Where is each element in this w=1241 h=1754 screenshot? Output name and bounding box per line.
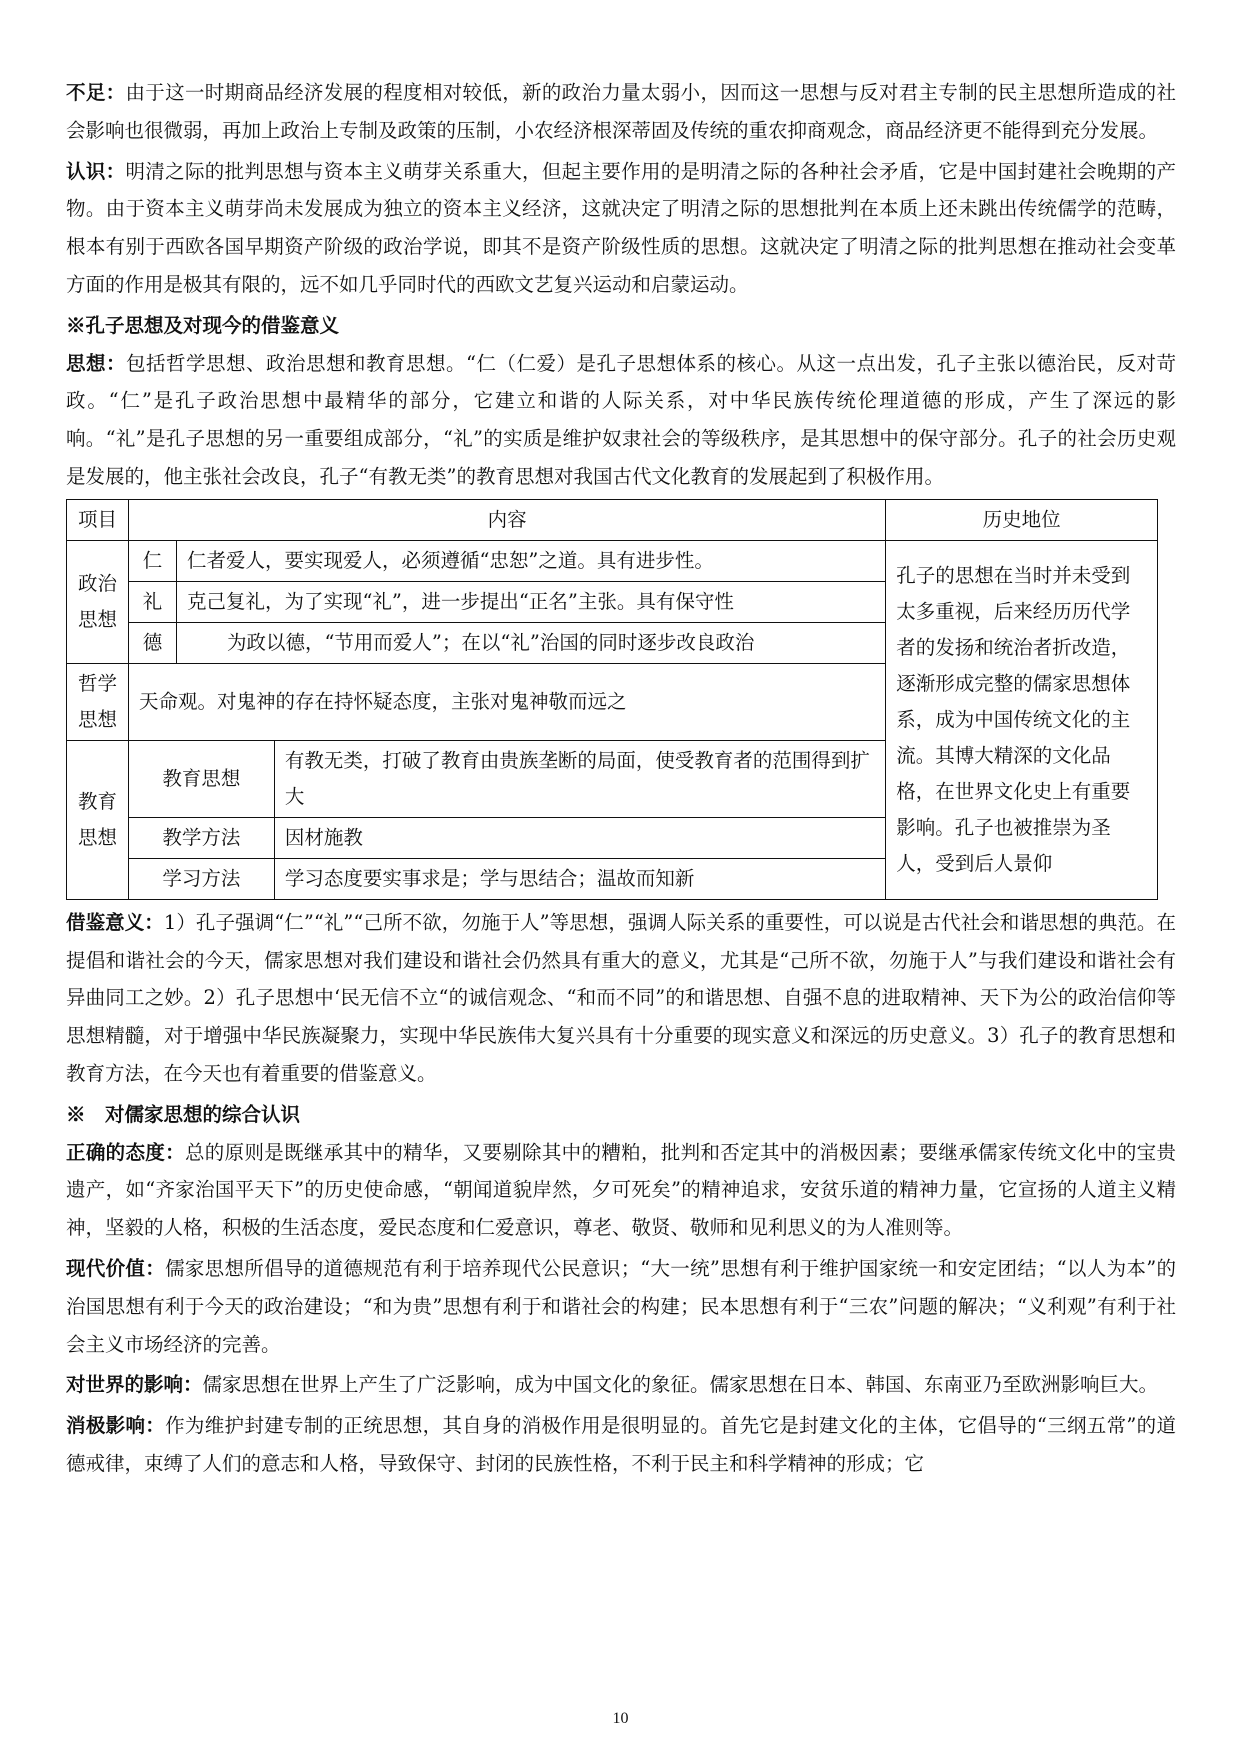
page-number: 10: [612, 1710, 629, 1727]
table-header-row: [67, 499, 1158, 540]
header-status: 历史地位: [886, 499, 1158, 540]
cell-teaching-method: 教学方法: [128, 817, 274, 858]
cell-learning-method-text: 学习态度要实事求是；学与思结合；温故而知新: [274, 858, 885, 899]
label-shortcomings: 不足：: [66, 81, 126, 104]
header-content: 内容: [128, 499, 885, 540]
paragraph-modern-value: [66, 1250, 1176, 1363]
paragraph-understanding: [66, 153, 1176, 304]
confucius-table: [66, 499, 1158, 900]
label-world-influence: 对世界的影响：: [66, 1373, 203, 1397]
cell-li: 礼: [128, 581, 176, 622]
label-understanding: 认识：: [66, 159, 126, 183]
heading-confucianism: ※ 对儒家思想的综合认识: [66, 1102, 301, 1126]
header-item: 项目: [67, 499, 129, 540]
paragraph-shortcomings: [66, 74, 1176, 150]
cell-philosophy-label: 哲学思想: [67, 663, 129, 740]
paragraph-correct-attitude: [66, 1134, 1176, 1247]
cell-edu-thought: 教育思想: [128, 740, 274, 817]
cell-de-text: 为政以德，“节用而爱人”；在以“礼”治国的同时逐步改良政治: [176, 622, 885, 663]
text-correct-attitude: 总的原则是既继承其中的精华，又要剔除其中的糟粕，批判和否定其中的消极因素；要继承儒家传统文化中的宝贵遗产，如“齐家治国平天下”的历史使命感，“朝闻道貌岸然，夕可死矣”的精神追求，安贫乐道的精神力量，它宣扬的人道主义精神，坚毅的人格，积极的生活态度，爱民态度和仁爱意识，尊老、敬贤、敬师和见利思义的为人准则等。: [66, 1140, 1176, 1240]
label-modern-value: 现代价值：: [66, 1256, 166, 1280]
text-world-influence: 儒家思想在世界上产生了广泛影响，成为中国文化的象征。儒家思想在日本、韩国、东南亚乃至欧洲影响巨大。: [202, 1373, 1159, 1397]
cell-de: 德: [128, 622, 176, 663]
cell-education-label: 教育思想: [67, 740, 129, 899]
label-thought: 思想：: [66, 351, 127, 375]
paragraph-reference-value: [66, 904, 1176, 1093]
label-negative-influence: 消极影响：: [66, 1414, 166, 1438]
text-reference-value: 1）孔子强调“仁”“礼”“己所不欲，勿施于人”等思想，强调人际关系的重要性，可以说是古代社会和谐思想的典范。在提倡和谐社会的今天，儒家思想对我们建设和谐社会仍然具有重大的意义，尤其是“己所不欲，勿施于人”与我们建设和谐社会有异曲同工之妙。2）孔子思想中‘民无信不立“的诚信观念、“和而不同”的和谐思想、自强不息的进取精神、天下为公的政治信仰等思想精髓，对于增强中华民族凝聚力，实现中华民族伟大复兴具有十分重要的现实意义和深远的历史意义。3）孔子的教育思想和教育方法，在今天也有着重要的借鉴意义。: [66, 910, 1176, 1085]
document-page: [66, 74, 1176, 1486]
text-modern-value: 儒家思想所倡导的道德规范有利于培养现代公民意识；“大一统”思想有利于维护国家统一和安定团结；“以人为本”的治国思想有利于今天的政治建设；“和为贵”思想有利于和谐社会的构建；民本思想有利于“三农”问题的解决；“义利观”有利于社会主义市场经济的完善。: [66, 1256, 1176, 1356]
text-understanding: 明清之际的批判思想与资本主义萌芽关系重大，但起主要作用的是明清之际的各种社会矛盾，它是中国封建社会晚期的产物。由于资本主义萌芽尚未发展成为独立的资本主义经济，这就决定了明清之际的思想批判在本质上还未跳出传统儒学的范畴，根本有别于西欧各国早期资产阶级的政治学说，即其不是资产阶级性质的思想。这就决定了明清之际的批判思想在推动社会变革方面的作用是极其有限的，远不如几乎同时代的西欧文艺复兴运动和启蒙运动。: [66, 159, 1176, 296]
cell-historical-status: 孔子的思想在当时并未受到太多重视，后来经历历代学者的发扬和统治者折改造，逐渐形成完整的儒家思想体系，成为中国传统文化的主流。其博大精深的文化品格，在世界文化史上有重要影响。孔子也被推崇为圣人，受到后人景仰: [886, 540, 1158, 899]
cell-ren-text: 仁者爱人，要实现爱人，必须遵循“忠恕”之道。具有进步性。: [176, 540, 885, 581]
cell-li-text: 克己复礼，为了实现“礼”，进一步提出“正名”主张。具有保守性: [176, 581, 885, 622]
cell-edu-thought-text: 有教无类，打破了教育由贵族垄断的局面，使受教育者的范围得到扩大: [274, 740, 885, 817]
label-correct-attitude: 正确的态度：: [66, 1140, 185, 1164]
text-shortcomings: 由于这一时期商品经济发展的程度相对较低，新的政治力量太弱小，因而这一思想与反对君主专制的民主思想所造成的社会影响也很微弱，再加上政治上专制及政策的压制，小农经济根深蒂固及传统的重农抑商观念，商品经济更不能得到充分发展。: [66, 81, 1176, 142]
cell-teaching-method-text: 因材施教: [274, 817, 885, 858]
table-row: [67, 540, 1158, 581]
text-negative-influence: 作为维护封建专制的正统思想，其自身的消极作用是很明显的。首先它是封建文化的主体，它倡导的“三纲五常”的道德戒律，束缚了人们的意志和人格，导致保守、封闭的民族性格，不利于民主和科学精神的形成；它: [66, 1414, 1176, 1475]
cell-politics-label: 政治思想: [67, 540, 129, 663]
cell-learning-method: 学习方法: [128, 858, 274, 899]
paragraph-world-influence: [66, 1366, 1176, 1404]
text-thought: 包括哲学思想、政治思想和教育思想。“仁（仁爱）是孔子思想体系的核心。从这一点出发，孔子主张以德治民，反对苛政。“仁”是孔子政治思想中最精华的部分，它建立和谐的人际关系，对中华民族传统伦理道德的形成，产生了深远的影响。“礼”是孔子思想的另一重要组成部分，“礼”的实质是维护奴隶社会的等级秩序，是其思想中的保守部分。孔子的社会历史观是发展的，他主张社会改良，孔子“有教无类”的教育思想对我国古代文化教育的发展起到了积极作用。: [66, 351, 1176, 488]
paragraph-thought: [66, 345, 1176, 496]
heading-confucius: ※孔子思想及对现今的借鉴意义: [66, 313, 340, 337]
cell-philosophy-text: 天命观。对鬼神的存在持怀疑态度，主张对鬼神敬而远之: [128, 663, 885, 740]
cell-ren: 仁: [128, 540, 176, 581]
label-reference-value: 借鉴意义：: [66, 910, 164, 934]
paragraph-negative-influence: [66, 1407, 1176, 1483]
